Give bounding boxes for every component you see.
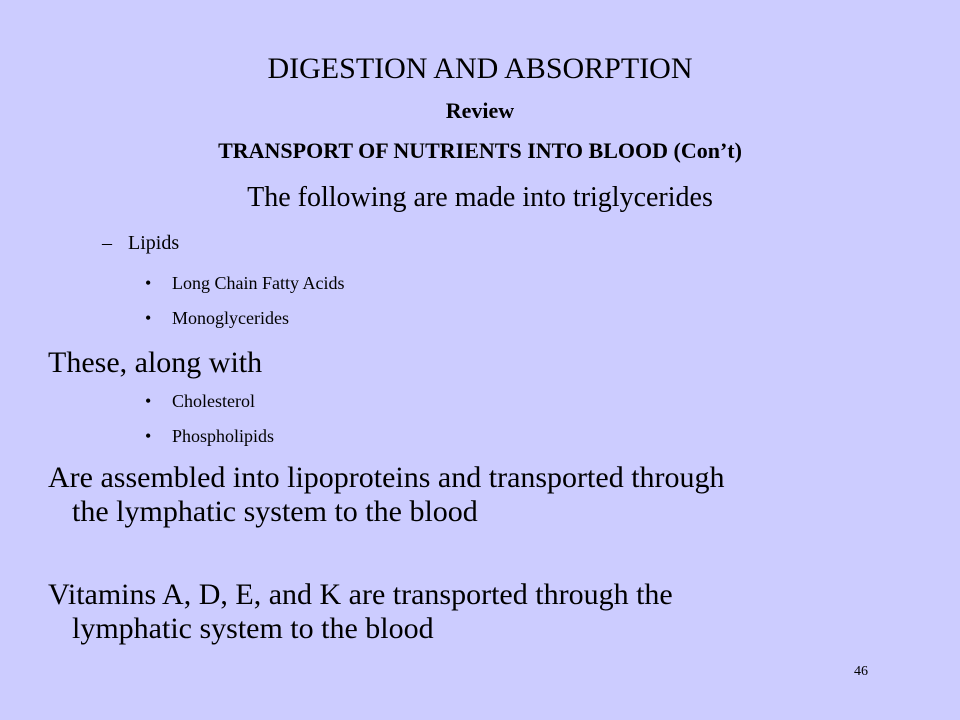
assembled-line: the lymphatic system to the blood <box>72 495 478 528</box>
along-with-text: These, along with <box>48 346 263 379</box>
bullet-item <box>145 391 255 412</box>
vitamins-line: Vitamins A, D, E, and K are transported through the <box>48 578 673 611</box>
slide-subtitle: Review <box>445 98 515 123</box>
bullet-text: Cholesterol <box>172 391 255 411</box>
lipids-item <box>102 232 179 255</box>
bullet-icon: • <box>145 426 152 446</box>
bullet-icon: • <box>145 273 152 293</box>
page-number: 46 <box>854 664 868 679</box>
bullet-text: Phospholipids <box>172 426 275 446</box>
lipids-label: Lipids <box>128 232 180 254</box>
bullet-item <box>145 273 345 294</box>
bullet-icon: • <box>145 308 152 328</box>
dash-marker: – <box>102 232 112 254</box>
bullet-text: Long Chain Fatty Acids <box>172 273 345 293</box>
bullet-text: Monoglycerides <box>172 308 289 328</box>
bullet-item <box>145 308 289 329</box>
vitamins-line: lymphatic system to the blood <box>72 612 434 645</box>
assembled-line: Are assembled into lipoproteins and transported through <box>48 461 725 494</box>
section-heading: TRANSPORT OF NUTRIENTS INTO BLOOD (Con’t) <box>218 138 742 163</box>
bullet-item <box>145 426 274 447</box>
vitamins-paragraph <box>48 578 673 646</box>
assembled-paragraph <box>48 461 725 529</box>
slide-title: DIGESTION AND ABSORPTION <box>267 52 693 85</box>
bullet-icon: • <box>145 391 152 411</box>
intro-text: The following are made into triglycerides <box>247 182 713 213</box>
